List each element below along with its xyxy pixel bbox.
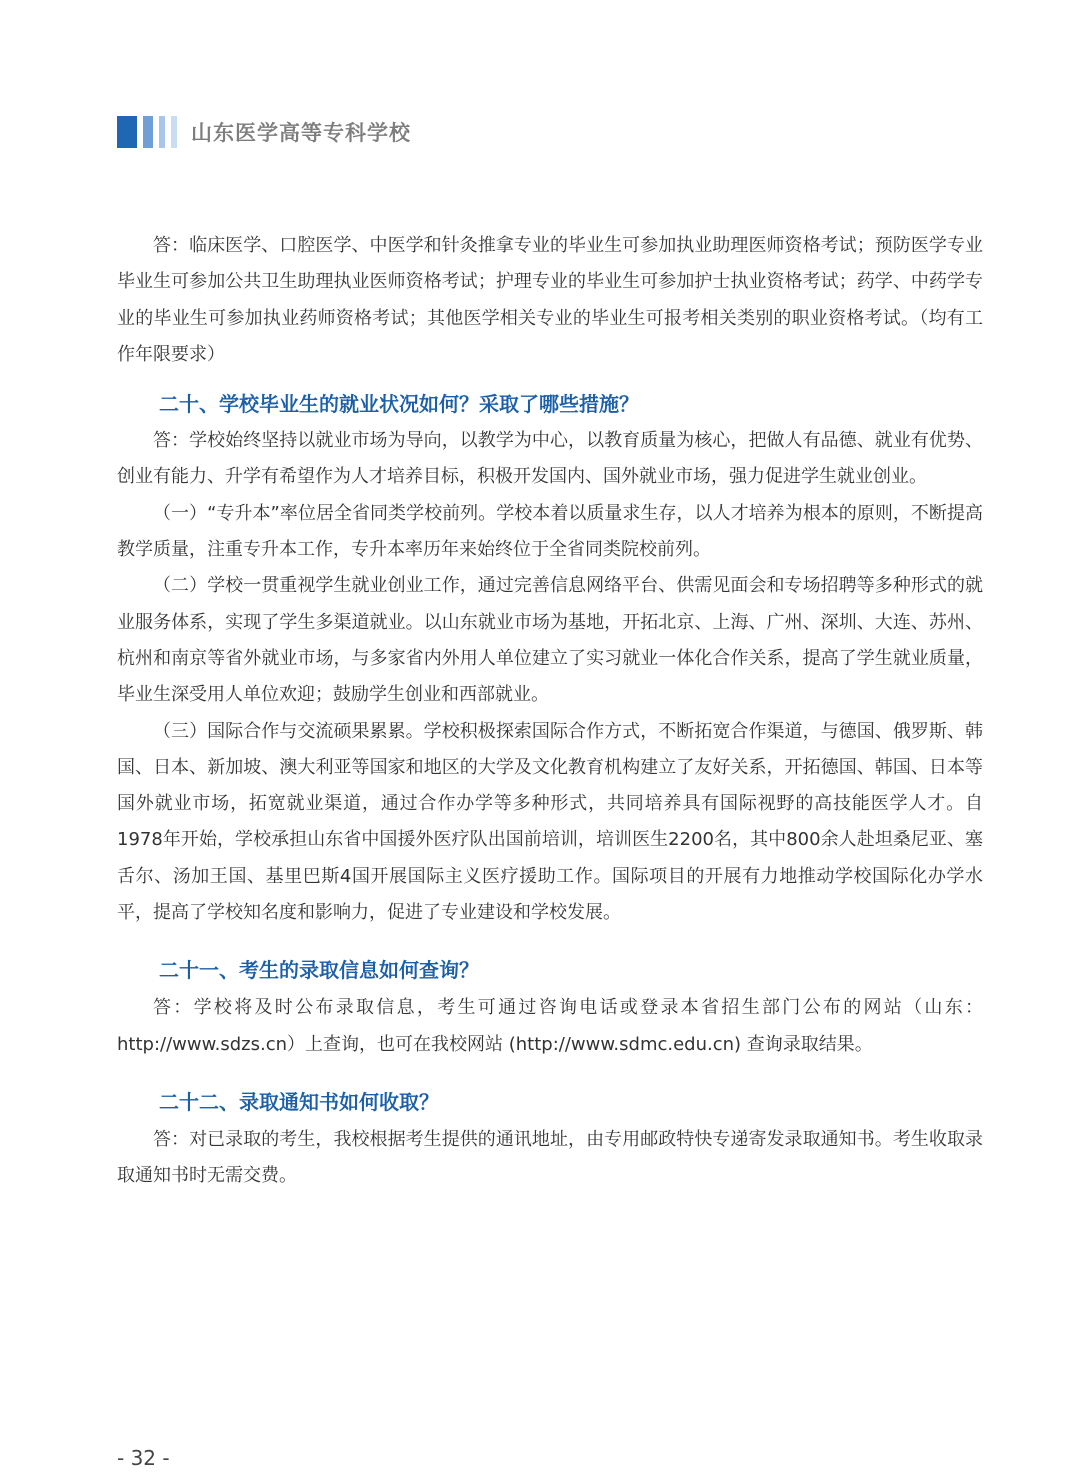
- section-heading-q22: 二十二、录取通知书如何收取？: [159, 1089, 439, 1114]
- section-heading-q20: 二十、学校毕业生的就业状况如何？采取了哪些措施？: [159, 392, 639, 417]
- answer-q20-point1: （一）“专升本”率位居全省同类学校前列。学校本着以质量求生存，以人才培养为根本的原则，不断提高教学质量，注重专升本工作，专升本率历年来始终位于全省同类院校前列。: [117, 502, 983, 561]
- answer-q22: 答：对已录取的考生，我校根据考生提供的通讯地址，由专用邮政特快专递寄发录取通知书。考生收取录取通知书时无需交费。: [117, 1128, 983, 1187]
- intro-answer: 答：临床医学、口腔医学、中医学和针灸推拿专业的毕业生可参加执业助理医师资格考试；预防医学专业毕业生可参加公共卫生助理执业医师资格考试；护理专业的毕业生可参加护士执业资格考试；药学、中药学专业的毕业生可参加执业药师资格考试；其他医学相关专业的毕业生可报考相关类别的职业资格考试。（均有工作年限要求）: [117, 235, 983, 365]
- answer-q21: 答：学校将及时公布录取信息，考生可通过咨询电话或登录本省招生部门公布的网站（山东：http://www.sdzs.cn）上查询，也可在我校网站 (http://www.sdmc.edu.cn) 查询录取结果。: [117, 997, 983, 1055]
- page-number: - 32 -: [117, 1446, 170, 1470]
- header-bar: [143, 116, 153, 148]
- header-decoration-bars: [117, 116, 177, 148]
- section-heading-q21: 二十一、考生的录取信息如何查询？: [159, 958, 479, 983]
- school-name: 山东医学高等专科学校: [191, 121, 411, 145]
- header-bar: [159, 116, 165, 148]
- page-header: [117, 114, 411, 150]
- answer-q20-point3: （三）国际合作与交流硕果累累。学校积极探索国际合作方式，不断拓宽合作渠道，与德国、俄罗斯、韩国、日本、新加坡、澳大利亚等国家和地区的大学及文化教育机构建立了友好关系，开拓德国、韩国、日本等国外就业市场，拓宽就业渠道，通过合作办学等多种形式，共同培养具有国际视野的高技能医学人才。自1978年开始，学校承担山东省中国援外医疗队出国前培训，培训医生2200名，其中800余人赴坦桑尼亚、塞舌尔、汤加王国、基里巴斯4国开展国际主义医疗援助工作。国际项目的开展有力地推动学校国际化办学水平，提高了学校知名度和影响力，促进了专业建设和学校发展。: [117, 720, 983, 924]
- header-bar: [171, 116, 177, 148]
- answer-q20: 答：学校始终坚持以就业市场为导向，以教学为中心，以教育质量为核心，把做人有品德、就业有优势、创业有能力、升学有希望作为人才培养目标，积极开发国内、国外就业市场，强力促进学生就业创业。: [117, 430, 983, 488]
- answer-q20-point2: （二）学校一贯重视学生就业创业工作，通过完善信息网络平台、供需见面会和专场招聘等多种形式的就业服务体系，实现了学生多渠道就业。以山东就业市场为基地，开拓北京、上海、广州、深圳、大连、苏州、杭州和南京等省外就业市场，与多家省内外用人单位建立了实习就业一体化合作关系，提高了学生就业质量，毕业生深受用人单位欢迎；鼓励学生创业和西部就业。: [117, 575, 983, 706]
- page-content: [117, 228, 983, 1195]
- header-bar: [117, 116, 137, 148]
